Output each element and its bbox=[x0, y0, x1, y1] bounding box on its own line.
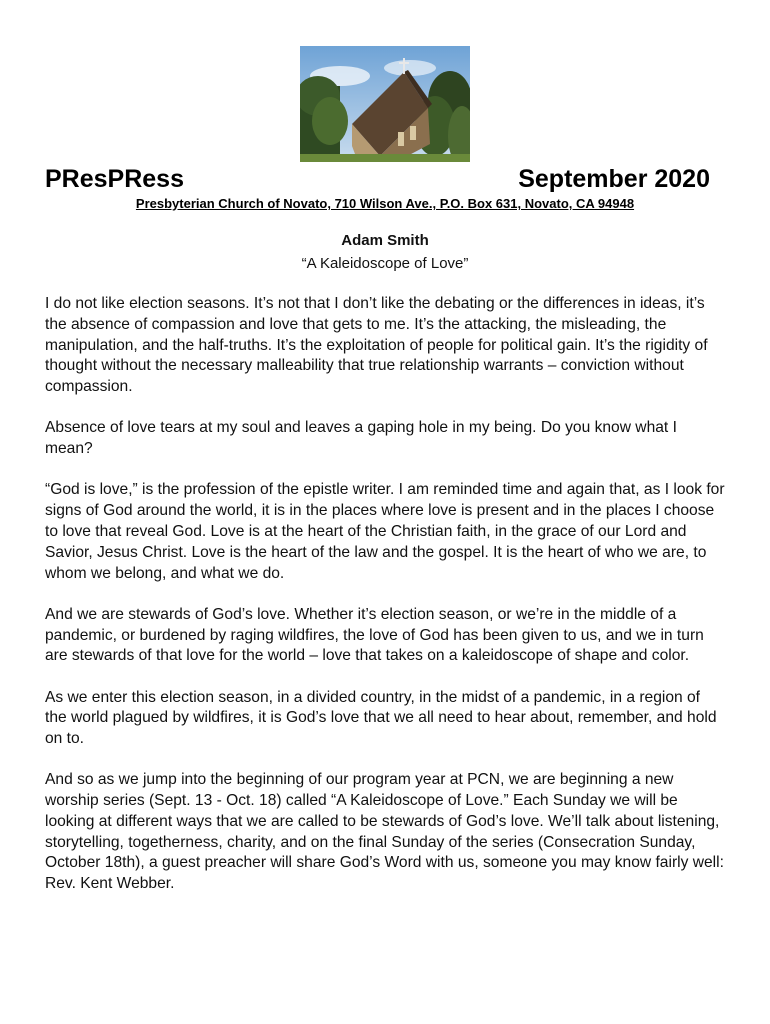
article-title: “A Kaleidoscope of Love” bbox=[301, 255, 469, 272]
church-address: Presbyterian Church of Novato, 710 Wilson Ave., P.O. Box 631, Novato, CA 94948 bbox=[135, 196, 635, 211]
paragraph: And so as we jump into the beginning of our program year at PCN, we are beginning a new worship series (Sept. 13 - Oct. 18) called “A Kaleidoscope of Love.” Each Sunday we will be looking at different ways that we are called to be stewards of God’s love. We’ll talk about listening, storytelling, togetherness, charity, and on the final Sunday of the series (Consecration Sunday, October 18th), a guest preacher will share God’s Word with us, someone you may know fairly well: Rev. Kent Webber. bbox=[45, 771, 724, 893]
paragraph: I do not like election seasons. It’s not that I don’t like the debating or the differences in ideas, it’s the absence of compassion and love that gets to me. It’s the attacking, the misleading, the manipulation, and the half-truths. It’s the exploitation of people for political gain. It’s the rigidity of thought without the necessary malleability that true relationship warrants – conviction without compassion. bbox=[45, 295, 708, 396]
issue-date: September 2020 bbox=[518, 165, 710, 193]
paragraph: “God is love,” is the profession of the epistle writer. I am reminded time and again that, as I look for signs of God around the world, it is in the places where love is present and in the places I choose to love that reveal God. Love is at the heart of the Christian faith, in the grace of our Lord and Savior, Jesus Christ. Love is the heart of the law and the gospel. It is the heart of who we are, to whom we belong, and what we do. bbox=[45, 481, 725, 582]
article-author: Adam Smith bbox=[341, 232, 429, 249]
paragraph: As we enter this election season, in a divided country, in the midst of a pandemic, in a region of the world plagued by wildfires, it is God’s love that we all need to hear about, remember, and hold on to. bbox=[45, 688, 717, 748]
newsletter-name: PResPRess bbox=[45, 165, 184, 193]
paragraph: Absence of love tears at my soul and leaves a gaping hole in my being. Do you know what I mean? bbox=[45, 419, 677, 458]
paragraph: And we are stewards of God’s love. Whether it’s election season, or we’re in the middle of a pandemic, or burdened by raging wildfires, the love of God has been given to us, and we in turn are stewards of that love for the world – love that takes on a kaleidoscope of shape and color. bbox=[45, 605, 704, 665]
masthead bbox=[45, 165, 710, 194]
church-photo bbox=[300, 46, 470, 162]
article-body bbox=[45, 294, 725, 915]
